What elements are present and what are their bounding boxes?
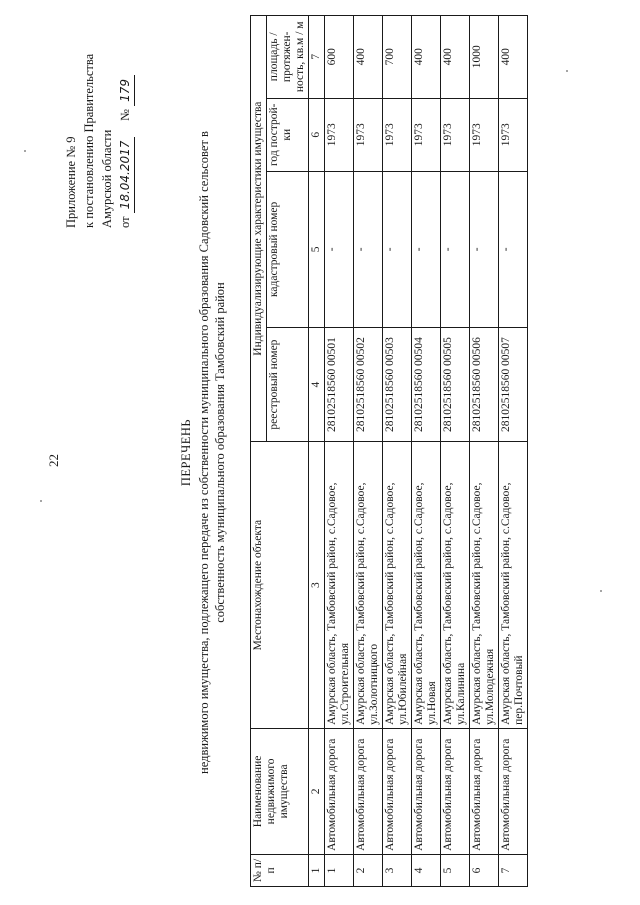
header-registry: реестровый номер — [267, 327, 309, 442]
document-title — [178, 0, 228, 905]
scan-speck — [600, 590, 602, 592]
table-row — [499, 16, 528, 887]
table-row — [441, 16, 470, 887]
header-area: площадь / протяжен-ность, кв.м / м — [267, 16, 309, 99]
row-number: 5 — [441, 854, 470, 886]
cadastral-number: - — [354, 171, 383, 327]
header-row-1 — [251, 16, 267, 887]
row-number: 3 — [383, 854, 412, 886]
appendix-line-3: Амурской области — [100, 129, 114, 228]
property-name: Автомобильная дорога — [441, 728, 470, 854]
build-year: 1973 — [354, 98, 383, 171]
cadastral-number: - — [441, 171, 470, 327]
property-location: Амурская область, Тамбовский район, с.Садовое, пер.Почтовый — [499, 442, 528, 729]
registry-number: 28102518560 00501 — [325, 327, 354, 442]
cadastral-number: - — [470, 171, 499, 327]
area-length: 400 — [412, 16, 441, 99]
registry-number: 28102518560 00506 — [470, 327, 499, 442]
build-year: 1973 — [470, 98, 499, 171]
row-number: 1 — [325, 854, 354, 886]
appendix-date-line — [116, 54, 135, 228]
property-name: Автомобильная дорога — [499, 728, 528, 854]
title-line-1: недвижимого имущества, подлежащего передаче из собственности муниципального образования Садовский сельсовет в — [197, 131, 211, 774]
area-length: 700 — [383, 16, 412, 99]
column-number-row — [309, 16, 325, 887]
row-number: 6 — [470, 854, 499, 886]
registry-number: 28102518560 00505 — [441, 327, 470, 442]
property-location: Амурская область, Тамбовский район, с.Садовое, ул.Юбилейная — [383, 442, 412, 729]
row-number: 4 — [412, 854, 441, 886]
scan-speck — [24, 150, 26, 152]
title-line-2: собственность муниципального образования Тамбовский район — [213, 282, 227, 623]
cadastral-number: - — [412, 171, 441, 327]
header-name: Наименование недвижимого имущества — [251, 728, 309, 854]
table-row — [325, 16, 354, 887]
handwritten-date: 18.04.2017 — [116, 137, 135, 214]
area-length: 400 — [441, 16, 470, 99]
property-location: Амурская область, Тамбовский район, с.Садовое, ул.Новая — [412, 442, 441, 729]
property-name: Автомобильная дорога — [470, 728, 499, 854]
handwritten-number: 179 — [116, 75, 135, 106]
header-cadastral: кадастровый номер — [267, 171, 309, 327]
header-group: Индивидуализирующие характеристики имущества — [251, 16, 267, 442]
build-year: 1973 — [441, 98, 470, 171]
build-year: 1973 — [383, 98, 412, 171]
registry-number: 28102518560 00507 — [499, 327, 528, 442]
appendix-line-2: к постановлению Правительства — [82, 53, 96, 228]
appendix-block — [62, 54, 135, 228]
cadastral-number: - — [499, 171, 528, 327]
scan-speck — [40, 500, 42, 502]
property-location: Амурская область, Тамбовский район, с.Садовое, ул.Молодежная — [470, 442, 499, 729]
table-row — [354, 16, 383, 887]
property-name: Автомобильная дорога — [325, 728, 354, 854]
page-number: 22 — [46, 454, 61, 467]
date-prefix: от — [118, 216, 132, 228]
build-year: 1973 — [325, 98, 354, 171]
col-number: 2 — [309, 728, 325, 854]
scan-speck — [566, 70, 568, 72]
registry-number: 28102518560 00504 — [412, 327, 441, 442]
build-year: 1973 — [499, 98, 528, 171]
property-table — [250, 15, 528, 887]
col-number: 7 — [309, 16, 325, 99]
property-name: Автомобильная дорога — [383, 728, 412, 854]
area-length: 1000 — [470, 16, 499, 99]
table-row — [383, 16, 412, 887]
table-row — [470, 16, 499, 887]
col-number: 4 — [309, 327, 325, 442]
property-name: Автомобильная дорога — [412, 728, 441, 854]
cadastral-number: - — [383, 171, 412, 327]
area-length: 400 — [354, 16, 383, 99]
table-row — [412, 16, 441, 887]
title-heading: ПЕРЕЧЕНЬ — [179, 418, 193, 487]
registry-number: 28102518560 00503 — [383, 327, 412, 442]
appendix-line-1: Приложение № 9 — [64, 136, 78, 228]
area-length: 400 — [499, 16, 528, 99]
col-number: 3 — [309, 442, 325, 729]
row-number: 2 — [354, 854, 383, 886]
col-number: 1 — [309, 854, 325, 886]
row-number: 7 — [499, 854, 528, 886]
property-location: Амурская область, Тамбовский район, с.Садовое, ул.Золотницкого — [354, 442, 383, 729]
cadastral-number: - — [325, 171, 354, 327]
property-location: Амурская область, Тамбовский район, с.Садовое, ул.Строительная — [325, 442, 354, 729]
build-year: 1973 — [412, 98, 441, 171]
number-prefix: № — [118, 109, 132, 121]
header-num: № п/п — [251, 854, 309, 886]
area-length: 600 — [325, 16, 354, 99]
header-year: год построй-ки — [267, 98, 309, 171]
header-location: Местонахождение объекта — [251, 442, 309, 729]
property-name: Автомобильная дорога — [354, 728, 383, 854]
registry-number: 28102518560 00502 — [354, 327, 383, 442]
col-number: 5 — [309, 171, 325, 327]
col-number: 6 — [309, 98, 325, 171]
property-location: Амурская область, Тамбовский район, с.Садовое, ул.Калинина — [441, 442, 470, 729]
